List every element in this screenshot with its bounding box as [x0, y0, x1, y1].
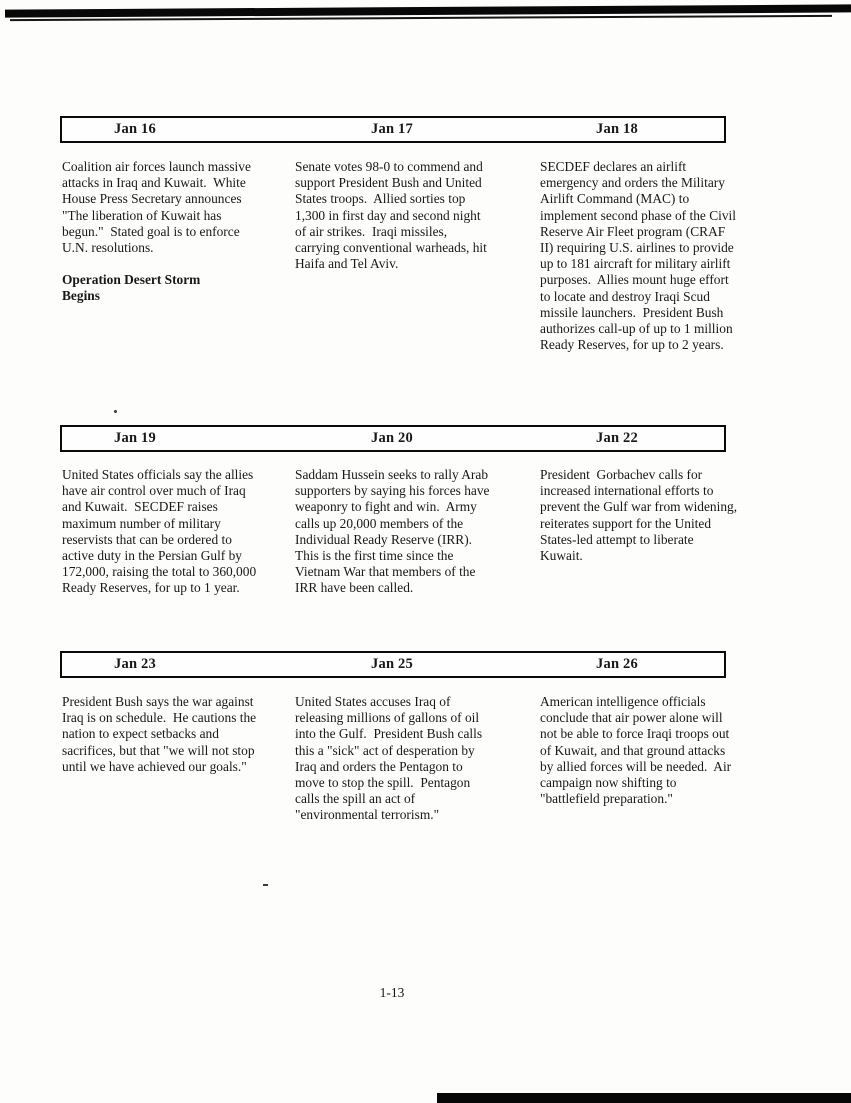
entry-text: American intelligence officials conclude that air power alone will not be able to force Iraqi troops out of Kuwait, and that ground attacks by allied forces will be needed. Air campaign now shifting to "battlefield preparation."	[540, 694, 735, 807]
date-label-jan19: Jan 19	[114, 429, 156, 446]
scan-speck-1	[114, 410, 117, 413]
date-label-jan16: Jan 16	[114, 120, 156, 137]
timeline-entry-jan16	[62, 159, 258, 305]
timeline-entry-jan25	[295, 694, 495, 824]
entry-text: Coalition air forces launch massive attacks in Iraq and Kuwait. White House Press Secretary announces "The liberation of Kuwait has begun." Stated goal is to enforce U.N. resolutions.	[62, 159, 255, 256]
scan-artifact-bottom-bar	[437, 1093, 851, 1103]
date-label-jan17: Jan 17	[371, 120, 413, 137]
scan-speck-2	[263, 884, 268, 886]
timeline-entry-jan26	[540, 694, 738, 807]
timeline-entry-jan23	[62, 694, 258, 775]
date-header-row-1	[60, 116, 726, 143]
entry-text: SECDEF declares an airlift emergency and orders the Military Airlift Command (MAC) to implement second phase of the Civil Reserve Air Fleet program (CRAF II) requiring U.S. airlines to provide up to 181 aircraft for military airlift purposes. Allies mount huge effort to locate and destroy Iraqi Scud missile launchers. President Bush authorizes call-up of up to 1 million Ready Reserves, for up to 2 years.	[540, 159, 740, 353]
timeline-entry-jan17	[295, 159, 495, 272]
date-label-jan25: Jan 25	[371, 655, 413, 672]
timeline-entry-jan20	[295, 467, 495, 597]
date-label-jan20: Jan 20	[371, 429, 413, 446]
date-label-jan22: Jan 22	[596, 429, 638, 446]
entry-text: United States officials say the allies have air control over much of Iraq and Kuwait. SECDEF raises maximum number of military reservists that can be ordered to active duty in the Persian Gulf by 172,000, raising the total to 360,000 Ready Reserves, for up to 1 year.	[62, 467, 260, 596]
timeline-entry-jan18	[540, 159, 738, 353]
date-header-row-2	[60, 425, 726, 452]
entry-text: United States accuses Iraq of releasing millions of gallons of oil into the Gulf. President Bush calls this a "sick" act of desperation by Iraq and orders the Pentagon to move to stop the spill. Pentagon calls the spill an act of "environmental terrorism."	[295, 694, 486, 823]
date-label-jan26: Jan 26	[596, 655, 638, 672]
entry-text: President Bush says the war against Iraq is on schedule. He cautions the nation to expect setbacks and sacrifices, but that "we will not stop until we have achieved our goals."	[62, 694, 260, 774]
date-label-jan23: Jan 23	[114, 655, 156, 672]
timeline-entry-jan19	[62, 467, 258, 597]
date-header-row-3	[60, 651, 726, 678]
entry-text: Senate votes 98-0 to commend and support President Bush and United States troops. Allied sorties top 1,300 in first day and second night of air strikes. Iraqi missiles, carrying conventional warheads, hit Haifa and Tel Aviv.	[295, 159, 491, 272]
entry-text: Saddam Hussein seeks to rally Arab supporters by saying his forces have weaponry to fight and win. Army calls up 20,000 members of the Individual Ready Reserve (IRR). This is the first time since the Vietnam War that members of the IRR have been called.	[295, 467, 493, 596]
page-number: 1-13	[379, 985, 405, 1000]
entry-note-bold: Operation Desert Storm Begins	[62, 272, 204, 304]
entry-text: President Gorbachev calls for increased international efforts to prevent the Gulf war from widening, reiterates support for the United States-led attempt to liberate Kuwait.	[540, 467, 741, 564]
timeline-entry-jan22	[540, 467, 741, 564]
date-label-jan18: Jan 18	[596, 120, 638, 137]
